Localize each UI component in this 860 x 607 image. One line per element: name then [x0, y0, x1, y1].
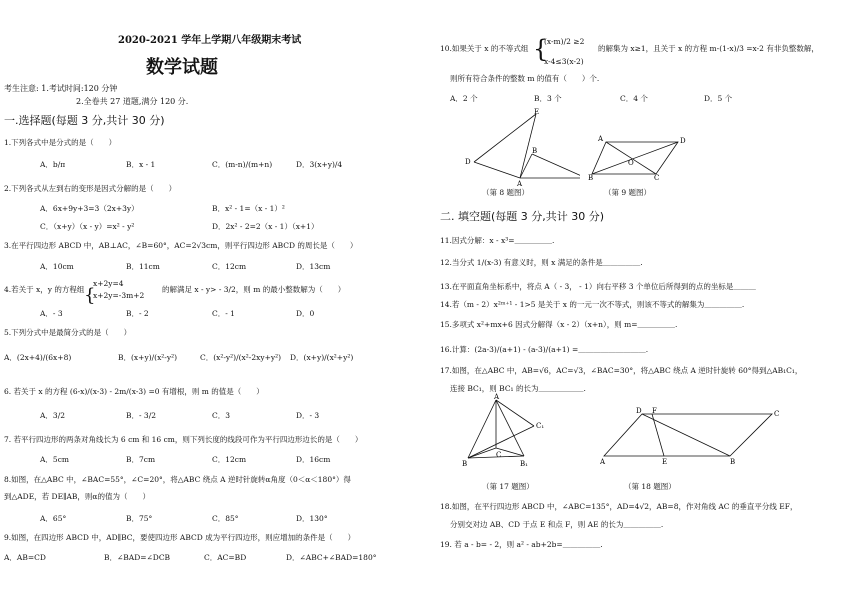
q4-option-c: C．- 1	[212, 309, 235, 318]
q5-option-b: B．(x+y)/(x²-y²)	[118, 353, 178, 362]
figure-q18	[600, 404, 780, 466]
q8-option-b: B．75°	[126, 514, 153, 523]
figure-q9	[588, 134, 708, 180]
q8-stem-line1: 8.如图，在△ABC 中，∠BAC=55°，∠C=20°，将△ABC 绕点 A 逆时针旋转α角度（0＜α＜180°）得	[4, 475, 351, 484]
fig8-label-e: E	[534, 108, 540, 116]
fig17-label-b: B	[462, 460, 468, 468]
q10-system-eq1: (x-m)/2 ≥2	[544, 37, 585, 46]
figure-q8	[460, 108, 580, 186]
q9-stem: 9.如图，在四边形 ABCD 中，AD∥BC，要使四边形 ABCD 成为平行四边形，则应增加的条件是（ ）	[4, 533, 356, 542]
q14-text: 14.若（m - 2）x²ᵐ⁺¹ - 1>5 是关于 x 的一元一次不等式，则该不等式的解集为＿＿＿＿＿.	[440, 300, 745, 309]
fig9-label-d: D	[680, 137, 686, 145]
q7-option-b: B．7cm	[126, 455, 156, 464]
q10-brace-icon: {	[533, 35, 549, 63]
notice-1: 考生注意: 1.考试时间:120 分钟	[4, 84, 118, 93]
fig18-label-d: D	[636, 407, 642, 415]
fig9-label-c: C	[654, 174, 660, 180]
q4-stem-a: 4.若关于 x，y 的方程组	[4, 285, 85, 294]
q18-line2: 分别交对边 AB、CD 于点 E 和点 F，则 AE 的长为＿＿＿＿＿.	[450, 520, 664, 529]
fig18-label-a: A	[600, 458, 606, 466]
q4-system-eq2: x+2y=-3m+2	[93, 291, 145, 300]
q1-option-c: C．(m-n)/(m+n)	[212, 160, 273, 169]
fig17-label-a: A	[494, 393, 500, 401]
q3-option-d: D．13cm	[296, 262, 331, 271]
q8-stem-line2: 到△ADE，若 DE∥AB，则α的值为（ ）	[4, 492, 151, 501]
q12-text: 12.当分式 1/(x-3) 有意义时，则 x 满足的条件是＿＿＿＿＿.	[440, 258, 643, 267]
fig8-label-a: A	[517, 180, 523, 186]
q6-option-b: B．- 3/2	[126, 411, 156, 420]
q2-option-d: D．2x² - 2=2（x - 1）（x+1）	[212, 222, 319, 231]
q8-option-d: D．130°	[296, 514, 328, 523]
q3-option-a: A．10cm	[40, 262, 74, 271]
q5-option-c: C．(x²-y²)/(x²-2xy+y²)	[200, 353, 282, 362]
section1-title: 一.选择题(每题 3 分,共计 30 分)	[4, 114, 165, 127]
q8-option-a: A．65°	[40, 514, 67, 523]
q18-line1: 18.如图，在平行四边形 ABCD 中，∠ABC=135°，AD=4√2，AB=8，作对角线 AC 的垂直平分线 EF，	[440, 502, 798, 511]
fig8-label-d: D	[465, 158, 471, 166]
fig18-caption: （第 18 题图）	[624, 482, 676, 491]
q1-option-d: D．3(x+y)/4	[296, 160, 343, 169]
q7-stem: 7. 若平行四边形的两条对角线长为 6 cm 和 16 cm，则下列长度的线段可作为平行四边形边长的是（ ）	[4, 435, 363, 444]
fig18-label-c: C	[774, 410, 780, 418]
q7-option-a: A．5cm	[40, 455, 70, 464]
q10-option-d: D．5 个	[704, 94, 733, 103]
q2-option-c: C．（x+y）（x - y）=x² - y²	[40, 222, 135, 231]
q8-option-c: C．85°	[212, 514, 239, 523]
q9-option-a: A．AB=CD	[4, 553, 46, 562]
q10-system-eq2: x-4≤3(x-2)	[544, 57, 584, 66]
q15-text: 15.多项式 x²+mx+6 因式分解得（x - 2）（x+n），则 m=＿＿＿＿＿.	[440, 320, 678, 329]
q4-brace-icon: {	[84, 285, 96, 306]
subject-title: 数学试题	[146, 57, 218, 78]
q6-stem: 6. 若关于 x 的方程 (6-x)/(x-3) - 2m/(x-3) =0 有增根，则 m 的值是（ ）	[4, 387, 264, 396]
q1-option-a: A．b/π	[40, 160, 66, 169]
q6-option-d: D．- 3	[296, 411, 320, 420]
q2-stem: 2.下列各式从左到右的变形是因式分解的是（ ）	[4, 184, 177, 193]
q2-option-a: A．6x+9y+3=3（2x+3y）	[40, 204, 139, 213]
q4-stem-b: 的解满足 x - y> - 3/2，则 m 的最小整数解为（ ）	[162, 285, 346, 294]
q3-option-c: C．12cm	[212, 262, 247, 271]
q1-option-b: B．x - 1	[126, 160, 156, 169]
fig17-caption: （第 17 题图）	[482, 482, 534, 491]
q7-option-c: C．12cm	[212, 455, 247, 464]
fig9-label-a: A	[598, 135, 604, 143]
fig9-label-b: B	[588, 174, 594, 180]
q10-option-c: C．4 个	[620, 94, 648, 103]
q5-option-d: D．(x+y)/(x²+y²)	[290, 353, 354, 362]
q4-option-a: A．- 3	[40, 309, 63, 318]
fig9-caption: （第 9 题图）	[604, 188, 652, 197]
q11-text: 11.因式分解：x - x³=＿＿＿＿＿.	[440, 236, 555, 245]
q9-option-b: B．∠BAD=∠DCB	[104, 553, 171, 562]
q4-option-b: B．- 2	[126, 309, 149, 318]
fig17-label-c: C	[496, 451, 502, 459]
q4-option-d: D．0	[296, 309, 315, 318]
q7-option-d: D．16cm	[296, 455, 331, 464]
q10-option-b: B．3 个	[534, 94, 562, 103]
q13-text: 13.在平面直角坐标系中，将点 A（ - 3， - 1）向右平移 3 个单位后所得到的点的坐标是＿＿＿	[440, 282, 756, 291]
fig18-label-f: F	[652, 407, 657, 415]
q1-stem: 1.下列各式中是分式的是（ ）	[4, 138, 117, 147]
fig17-label-b1: B₁	[520, 460, 528, 468]
q3-option-b: B．11cm	[126, 262, 160, 271]
q9-option-d: D．∠ABC+∠BAD=180°	[286, 553, 377, 562]
q9-option-c: C．AC=BD	[204, 553, 247, 562]
q6-option-c: C．3	[212, 411, 231, 420]
exam-title: 2020-2021 学年上学期八年级期末考试	[118, 35, 302, 46]
q16-text: 16.计算：(2a-3)/(a+1) - (a-3)/(a+1) =＿＿＿＿＿＿＿＿＿.	[440, 345, 649, 354]
q17-line2: 连接 BC₁，则 BC₁ 的长为＿＿＿＿＿＿.	[450, 384, 586, 393]
notice-2: 2.全卷共 27 道题,满分 120 分.	[76, 97, 189, 106]
q17-line1: 17.如图，在△ABC 中，AB=√6，AC=√3，∠BAC=30°，将△ABC 绕点 A 逆时针旋转 60°得到△AB₁C₁，	[440, 366, 803, 375]
fig9-label-o: O	[628, 159, 634, 167]
q6-option-a: A．3/2	[40, 411, 65, 420]
q2-option-b: B．x² - 1=（x - 1）²	[212, 204, 285, 213]
q19-text: 19. 若 a - b= - 2，则 a² - ab+2b=＿＿＿＿＿.	[440, 540, 603, 549]
q4-system-eq1: x+2y=4	[93, 279, 124, 288]
q10-stem-b: 的解集为 x≥1，且关于 x 的方程 m-(1-x)/3 =x-2 有非负整数解，	[598, 44, 819, 53]
figure-q17	[460, 392, 580, 472]
section2-title: 二. 填空题(每题 3 分,共计 30 分)	[440, 210, 605, 223]
q10-stem-a: 10.如果关于 x 的不等式组	[440, 44, 529, 53]
fig18-label-e: E	[662, 458, 668, 466]
fig8-caption: （第 8 题图）	[482, 188, 530, 197]
fig8-label-b: B	[532, 147, 538, 155]
q10-stem-c: 则所有符合条件的整数 m 的值有（ ）个.	[450, 74, 600, 83]
q5-stem: 5.下列分式中是最简分式的是（ ）	[4, 328, 132, 337]
fig17-label-c1: C₁	[536, 422, 545, 430]
q5-option-a: A．(2x+4)/(6x+8)	[4, 353, 72, 362]
fig18-label-b: B	[730, 458, 736, 466]
q10-option-a: A．2 个	[450, 94, 478, 103]
q3-stem: 3.在平行四边形 ABCD 中，AB⊥AC，∠B=60°，AC=2√3cm，则平行四边形 ABCD 的周长是（ ）	[4, 241, 358, 250]
